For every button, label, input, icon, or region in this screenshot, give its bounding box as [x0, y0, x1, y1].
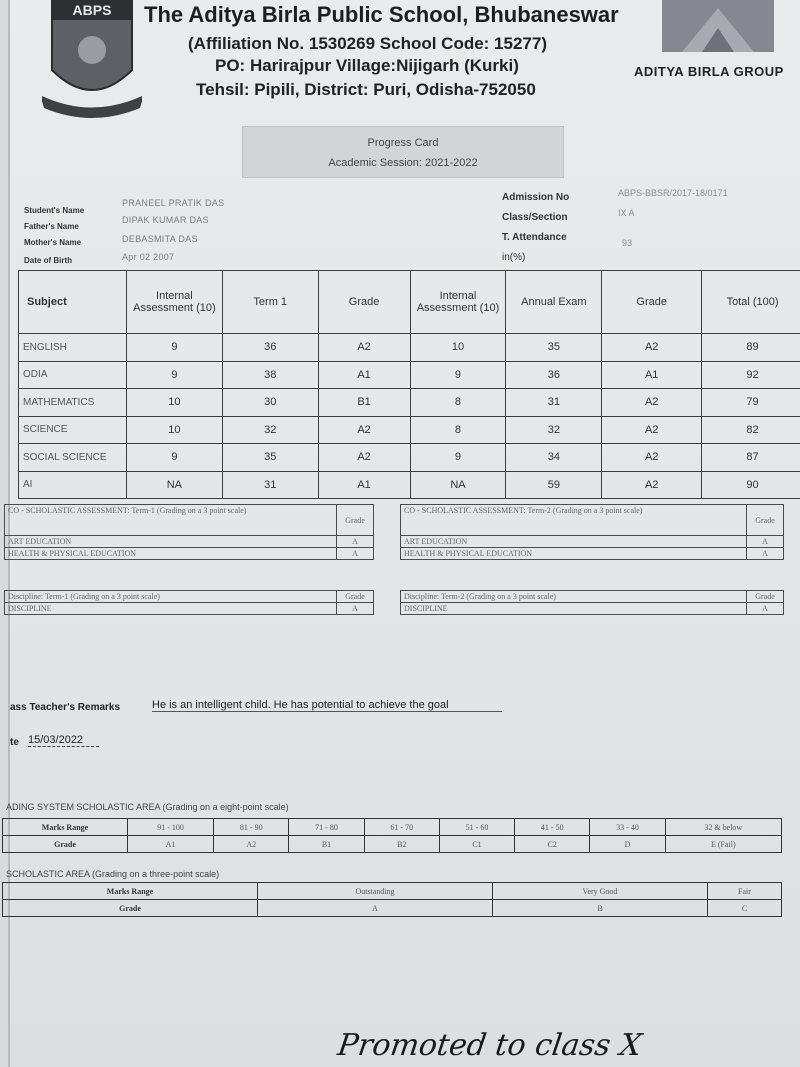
term1-art-grade: A: [337, 536, 374, 548]
column-header: Grade: [602, 271, 702, 334]
table-cell: B1: [318, 389, 410, 417]
art-education-label: ART EDUCATION: [5, 536, 337, 548]
grade-cell: B: [493, 900, 708, 917]
table-cell: 36: [506, 361, 602, 389]
column-header: Annual Exam: [506, 271, 602, 334]
discipline-term2-title: Discipline: Term-2 (Grading on a 3 point scale): [401, 591, 747, 603]
table-cell: 34: [506, 444, 602, 472]
remarks-label: ass Teacher's Remarks: [10, 702, 121, 713]
table-cell: A1: [318, 361, 410, 389]
father-name-label: Father's Name: [24, 222, 79, 231]
table-cell: 9: [410, 361, 506, 389]
term1-health-grade: A: [337, 548, 374, 560]
co-scholastic-term1: [4, 504, 374, 560]
marks-header-row: [19, 271, 800, 334]
attendance-label: T. Attendance: [502, 232, 567, 243]
aditya-birla-logo: [662, 0, 774, 52]
range-cell: Fair: [708, 883, 782, 900]
discipline-term2: [400, 590, 784, 615]
grade-cell: E (Fail): [665, 836, 781, 853]
grading-scholastic-table: [2, 818, 782, 853]
table-row: [19, 471, 800, 499]
table-cell: A2: [602, 416, 702, 444]
table-cell: 38: [222, 361, 318, 389]
subject-cell: SCIENCE: [19, 416, 127, 444]
table-row: [19, 361, 800, 389]
range-cell: Very Good: [493, 883, 708, 900]
table-cell: 10: [126, 389, 222, 417]
table-cell: A2: [318, 334, 410, 362]
table-cell: 90: [702, 471, 800, 499]
grade-header: Grade: [337, 505, 374, 536]
table-row: [19, 389, 800, 417]
grade-header: Grade: [747, 591, 784, 603]
range-cell: 33 - 40: [590, 819, 665, 836]
table-row: [19, 416, 800, 444]
discipline-label: DISCIPLINE: [5, 603, 337, 615]
range-cell: 91 - 100: [128, 819, 214, 836]
term2-art-grade: A: [747, 536, 784, 548]
district-line: Tehsil: Pipili, District: Puri, Odisha-752050: [196, 80, 536, 99]
grade-header: Grade: [747, 505, 784, 536]
table-cell: A2: [602, 444, 702, 472]
table-cell: 59: [506, 471, 602, 499]
table-cell: 92: [702, 361, 800, 389]
student-name: PRANEEL PRATIK DAS: [122, 198, 225, 208]
range-cell: 51 - 60: [439, 819, 514, 836]
subject-cell: ENGLISH: [19, 334, 127, 362]
term2-discipline-grade: A: [747, 603, 784, 615]
range-cell: 61 - 70: [364, 819, 439, 836]
table-row: [19, 444, 800, 472]
grading-co-scholastic-title: SCHOLASTIC AREA (Grading on a three-point scale): [6, 869, 220, 879]
dob: Apr 02 2007: [122, 252, 175, 262]
table-cell: 79: [702, 389, 800, 417]
art-education-label: ART EDUCATION: [401, 536, 747, 548]
table-cell: 32: [222, 416, 318, 444]
grade-cell: A2: [214, 836, 289, 853]
term2-health-grade: A: [747, 548, 784, 560]
report-card-page: [8, 0, 800, 1067]
grading-scholastic-title: ADING SYSTEM SCHOLASTIC AREA (Grading on a eight-point scale): [6, 802, 289, 812]
table-cell: 36: [222, 334, 318, 362]
table-cell: A2: [602, 389, 702, 417]
date-value: 15/03/2022: [28, 734, 99, 747]
range-cell: 71 - 80: [289, 819, 364, 836]
card-title: Progress Card: [367, 137, 439, 149]
table-cell: NA: [126, 471, 222, 499]
grade-cell: A: [258, 900, 493, 917]
remarks-text: He is an intelligent child. He has potential to achieve the goal: [152, 699, 502, 712]
table-cell: 87: [702, 444, 800, 472]
range-cell: 41 - 50: [515, 819, 590, 836]
date-label: te: [10, 737, 19, 748]
academic-session: Academic Session: 2021-2022: [328, 157, 478, 169]
co-scholastic-term2-title: CO - SCHOLASTIC ASSESSMENT: Term-2 (Grading on a 3 point scale): [401, 505, 747, 536]
dob-label: Date of Birth: [24, 256, 72, 265]
table-cell: 8: [410, 416, 506, 444]
grade-cell: C: [708, 900, 782, 917]
health-education-label: HEALTH & PHYSICAL EDUCATION: [5, 548, 337, 560]
school-name: The Aditya Birla Public School, Bhubaneswar: [144, 2, 619, 27]
table-cell: 9: [126, 361, 222, 389]
grade-row: [3, 900, 782, 917]
column-header: Term 1: [222, 271, 318, 334]
table-cell: 10: [410, 334, 506, 362]
subject-cell: SOCIAL SCIENCE: [19, 444, 127, 472]
card-title-box: [242, 126, 564, 178]
school-crest-logo: [42, 0, 142, 120]
range-cell: 81 - 90: [214, 819, 289, 836]
health-education-label: HEALTH & PHYSICAL EDUCATION: [401, 548, 747, 560]
range-cell: Outstanding: [258, 883, 493, 900]
father-name: DIPAK KUMAR DAS: [122, 215, 209, 225]
grade-cell: A1: [128, 836, 214, 853]
logo-text: ABPS: [72, 2, 112, 18]
discipline-term1: [4, 590, 374, 615]
table-cell: A1: [318, 471, 410, 499]
grade-label: Grade: [3, 900, 258, 917]
co-scholastic-term2: [400, 504, 784, 560]
table-cell: A1: [602, 361, 702, 389]
class-section: IX A: [618, 208, 635, 218]
column-header: Internal Assessment (10): [126, 271, 222, 334]
table-cell: 35: [222, 444, 318, 472]
table-cell: 31: [222, 471, 318, 499]
table-row: [19, 334, 800, 362]
range-cell: 32 & below: [665, 819, 781, 836]
grade-cell: D: [590, 836, 665, 853]
class-label: Class/Section: [502, 212, 568, 223]
column-header: Grade: [318, 271, 410, 334]
table-cell: A2: [602, 334, 702, 362]
grade-label: Grade: [3, 836, 128, 853]
grade-header: Grade: [337, 591, 374, 603]
promoted-handwriting: Promoted to class X: [335, 1028, 644, 1063]
admission-number: ABPS-BBSR/2017-18/0171: [618, 188, 728, 198]
grade-row: [3, 836, 782, 853]
table-cell: 9: [126, 334, 222, 362]
table-cell: A2: [318, 444, 410, 472]
grading-co-scholastic-table: [2, 882, 782, 917]
student-name-label: Student's Name: [24, 206, 85, 215]
column-header: Total (100): [702, 271, 800, 334]
attendance-unit: in(%): [502, 252, 526, 263]
table-cell: 10: [126, 416, 222, 444]
column-header: Subject: [19, 271, 127, 334]
subject-cell: ODIA: [19, 361, 127, 389]
address-line: PO: Harirajpur Village:Nijigarh (Kurki): [215, 56, 519, 75]
marks-range-row: [3, 819, 782, 836]
column-header: Internal Assessment (10): [410, 271, 506, 334]
marks-range-label: Marks Range: [3, 883, 258, 900]
attendance-value: 93: [622, 238, 633, 248]
co-scholastic-term1-title: CO - SCHOLASTIC ASSESSMENT: Term-1 (Grading on a 3 point scale): [5, 505, 337, 536]
admission-label: Admission No: [502, 192, 570, 203]
table-cell: A2: [602, 471, 702, 499]
subject-cell: AI: [19, 471, 127, 499]
table-cell: 30: [222, 389, 318, 417]
table-cell: 8: [410, 389, 506, 417]
table-cell: A2: [318, 416, 410, 444]
table-cell: NA: [410, 471, 506, 499]
table-cell: 32: [506, 416, 602, 444]
table-cell: 35: [506, 334, 602, 362]
table-cell: 89: [702, 334, 800, 362]
grade-cell: C1: [439, 836, 514, 853]
discipline-label: DISCIPLINE: [401, 603, 747, 615]
marks-range-row: [3, 883, 782, 900]
mother-name: DEBASMITA DAS: [122, 234, 198, 244]
marks-table: [18, 270, 800, 499]
table-cell: 9: [410, 444, 506, 472]
subject-cell: MATHEMATICS: [19, 389, 127, 417]
discipline-term1-title: Discipline: Term-1 (Grading on a 3 point scale): [5, 591, 337, 603]
table-cell: 31: [506, 389, 602, 417]
term1-discipline-grade: A: [337, 603, 374, 615]
grade-cell: B2: [364, 836, 439, 853]
table-cell: 9: [126, 444, 222, 472]
grade-cell: B1: [289, 836, 364, 853]
grade-cell: C2: [515, 836, 590, 853]
brand-name: ADITYA BIRLA GROUP: [634, 64, 784, 79]
marks-range-label: Marks Range: [3, 819, 128, 836]
mother-name-label: Mother's Name: [24, 238, 82, 247]
affiliation-line: (Affiliation No. 1530269 School Code: 15277): [188, 34, 547, 53]
table-cell: 82: [702, 416, 800, 444]
